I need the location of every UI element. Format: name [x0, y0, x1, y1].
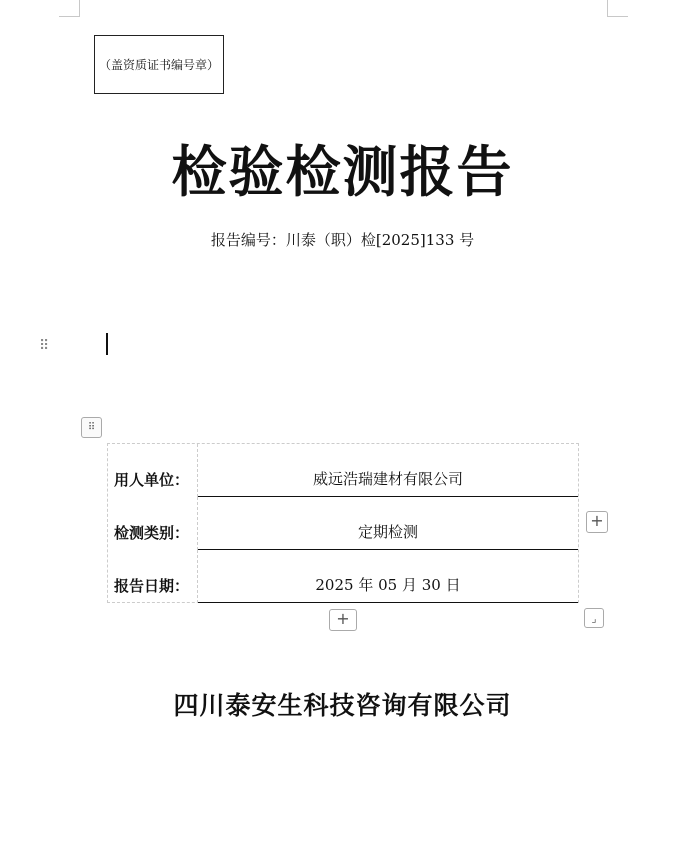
- row-value-employer[interactable]: 威远浩瑞建材有限公司: [198, 466, 578, 497]
- info-table: [107, 443, 579, 603]
- row-label-employer: 用人单位：: [114, 471, 190, 489]
- row-value-date[interactable]: 2025 年 05 月 30 日: [198, 572, 578, 603]
- text-cursor: [106, 333, 108, 355]
- table-resize-icon[interactable]: ⌟: [584, 608, 604, 628]
- row-label-category: 检测类别：: [114, 524, 190, 542]
- table-row[interactable]: [108, 444, 578, 497]
- crop-mark-top-left: [59, 0, 80, 17]
- company-name: 四川泰安生科技咨询有限公司: [173, 691, 512, 720]
- add-row-button[interactable]: +: [329, 609, 357, 631]
- row-value-category[interactable]: 定期检测: [198, 519, 578, 550]
- table-move-handle-icon[interactable]: ⠿: [81, 417, 102, 438]
- stamp-box-text: （盖资质证书编号章）: [98, 58, 219, 72]
- table-row[interactable]: [108, 497, 578, 550]
- stamp-box: [94, 35, 224, 94]
- report-number[interactable]: 报告编号：川泰（职）检[2025]133 号: [210, 231, 475, 249]
- row-label-date: 报告日期：: [114, 577, 190, 595]
- paragraph-drag-handle-icon[interactable]: ⠿: [39, 338, 50, 354]
- add-column-button[interactable]: +: [586, 511, 608, 533]
- table-row[interactable]: [108, 550, 578, 603]
- report-title: 检验检测报告: [171, 139, 514, 204]
- crop-mark-top-right: [607, 0, 628, 17]
